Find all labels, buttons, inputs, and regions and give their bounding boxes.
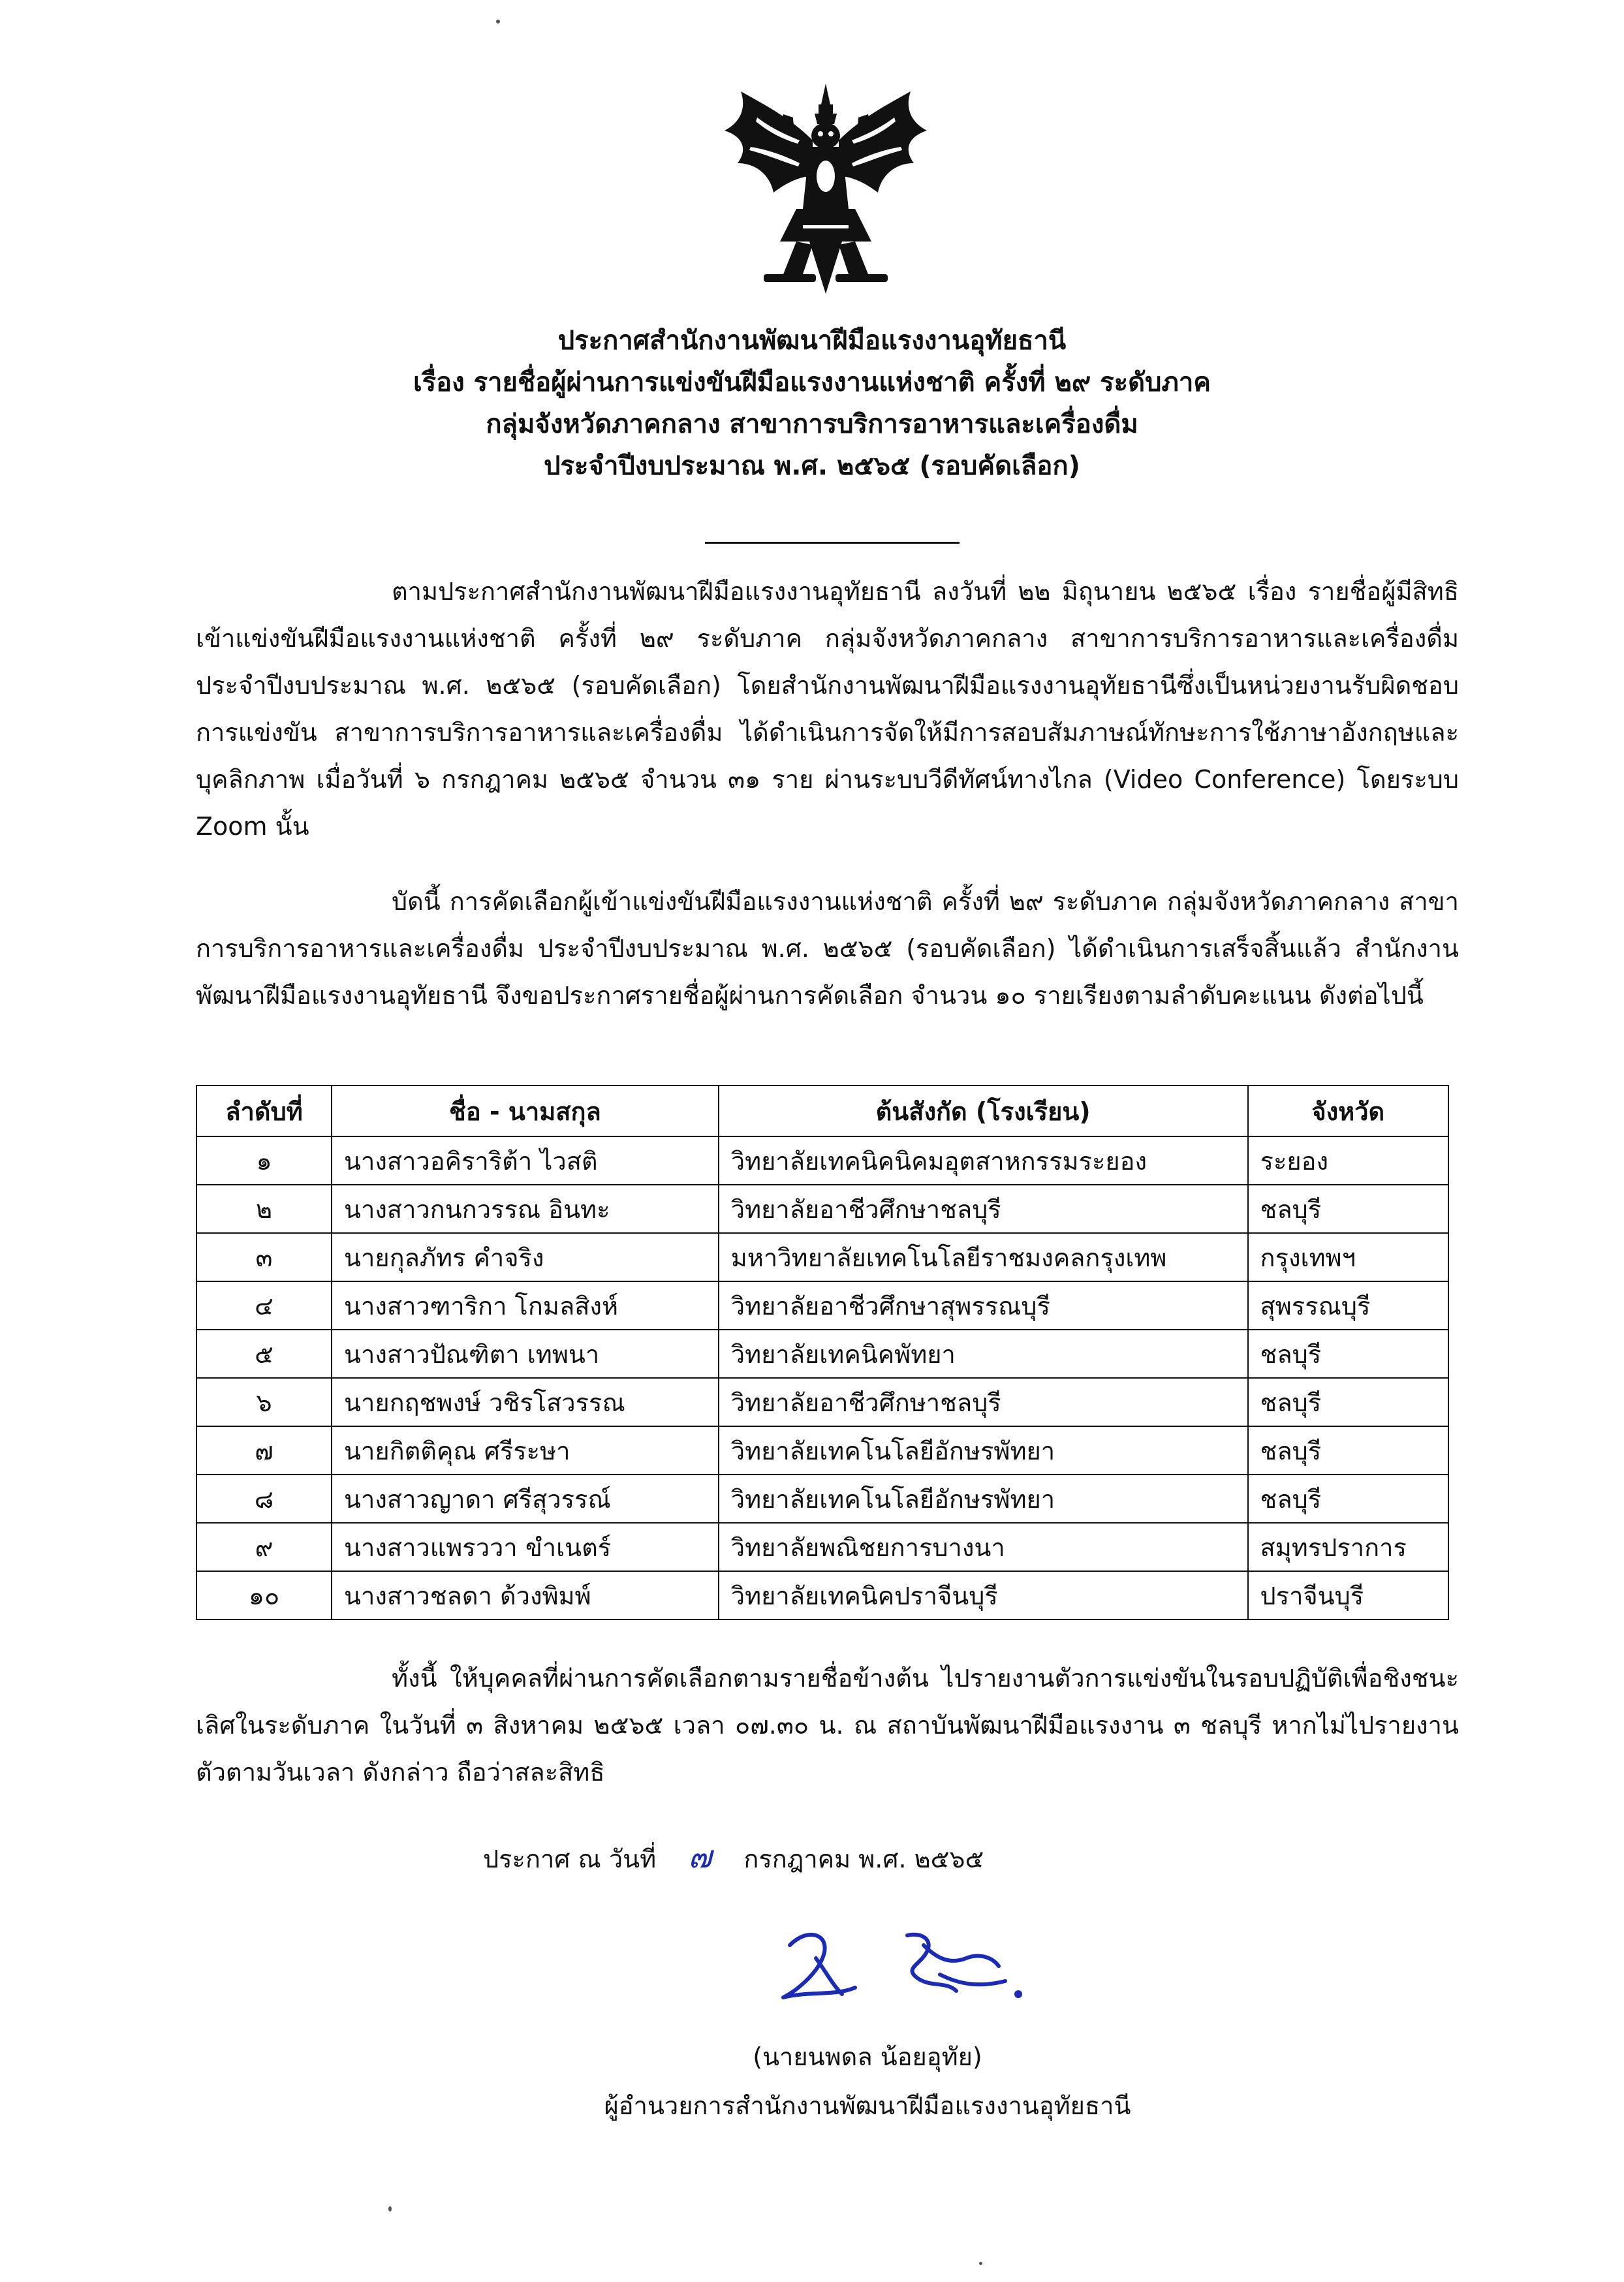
rank-cell: ๗ bbox=[196, 1426, 332, 1475]
school-cell: วิทยาลัยเทคโนโลยีอักษรพัทยา bbox=[719, 1426, 1248, 1475]
name-cell: นายกฤชพงษ์ วชิรโสวรรณ bbox=[332, 1378, 719, 1426]
table-row bbox=[196, 1136, 1448, 1185]
table-row bbox=[196, 1330, 1448, 1378]
school-cell: วิทยาลัยพณิชยการบางนา bbox=[719, 1523, 1248, 1571]
header-rank: ลำดับที่ bbox=[196, 1086, 332, 1136]
table-row bbox=[196, 1233, 1448, 1281]
rank-cell: ๓ bbox=[196, 1233, 332, 1281]
results-table bbox=[196, 1085, 1449, 1620]
date-prefix: ประกาศ ณ วันที่ bbox=[483, 1845, 657, 1873]
province-cell: ชลบุรี bbox=[1248, 1185, 1448, 1233]
paragraph-1-text: ตามประกาศสำนักงานพัฒนาฝีมือแรงงานอุทัยธานี ลงวันที่ ๒๒ มิถุนายน ๒๕๖๕ เรื่อง รายชื่อผู้มีสิทธิเข้าแข่งขันฝีมือแรงงานแห่งชาติ ครั้งที่ ๒๙ ระดับภาค กลุ่มจังหวัดภาคกลาง สาขาการบริการอาหารและเครื่องดื่ม ประจำปีงบประมาณ พ.ศ. ๒๕๖๕ (รอบคัดเลือก) โดยสำนักงานพัฒนาฝีมือแรงงานอุทัยธานีซึ่งเป็นหน่วยงานรับผิดชอบการแข่งขัน สาขาการบริการอาหารและเครื่องดื่ม ได้ดำเนินการจัดให้มีการสอบสัมภาษณ์ทักษะการใช้ภาษาอังกฤษและบุคลิกภาพ เมื่อวันที่ ๖ กรกฎาคม ๒๕๖๕ จำนวน ๓๑ ราย ผ่านระบบวีดีทัศน์ทางไกล (Video Conference) โดยระบบ Zoom นั้น bbox=[196, 577, 1459, 841]
table-row bbox=[196, 1378, 1448, 1426]
name-cell: นางสาวแพรววา ขำเนตร์ bbox=[332, 1523, 719, 1571]
province-cell: ปราจีนบุรี bbox=[1248, 1571, 1448, 1619]
province-cell: กรุงเทพฯ bbox=[1248, 1233, 1448, 1281]
header-name: ชื่อ - นามสกุล bbox=[332, 1086, 719, 1136]
paragraph-2-text: บัดนี้ การคัดเลือกผู้เข้าแข่งขันฝีมือแรงงานแห่งชาติ ครั้งที่ ๒๙ ระดับภาค กลุ่มจังหวัดภาคกลาง สาขาการบริการอาหารและเครื่องดื่ม ประจำปีงบประมาณ พ.ศ. ๒๕๖๕ (รอบคัดเลือก) ได้ดำเนินการเสร็จสิ้นแล้ว สำนักงานพัฒนาฝีมือแรงงานอุทัยธานี จึงขอประกาศรายชื่อผู้ผ่านการคัดเลือก จำนวน ๑๐ รายเรียงตามลำดับคะแนน ดังต่อไปนี้ bbox=[196, 887, 1459, 1010]
date-suffix: กรกฎาคม พ.ศ. ๒๕๖๕ bbox=[743, 1845, 984, 1873]
signer-title: ผู้อำนวยการสำนักงานพัฒนาฝีมือแรงงานอุทัยธานี bbox=[604, 2091, 1131, 2120]
table-row bbox=[196, 1281, 1448, 1330]
school-cell: มหาวิทยาลัยเทคโนโลยีราชมงคลกรุงเทพ bbox=[719, 1233, 1248, 1281]
name-cell: นางสาวชลดา ด้วงพิมพ์ bbox=[332, 1571, 719, 1619]
heading-line-3: กลุ่มจังหวัดภาคกลาง สาขาการบริการอาหารและเครื่องดื่ม bbox=[486, 409, 1138, 439]
name-cell: นางสาวกนกวรรณ อินทะ bbox=[332, 1185, 719, 1233]
scan-speck bbox=[388, 2206, 392, 2212]
heading-divider bbox=[705, 542, 960, 544]
rank-cell: ๘ bbox=[196, 1475, 332, 1523]
body-paragraph-2 bbox=[196, 878, 1459, 1019]
body-paragraph-1 bbox=[196, 568, 1459, 850]
table-row bbox=[196, 1185, 1448, 1233]
province-cell: ชลบุรี bbox=[1248, 1475, 1448, 1523]
header-province: จังหวัด bbox=[1248, 1086, 1448, 1136]
heading-line-2: เรื่อง รายชื่อผู้ผ่านการแข่งขันฝีมือแรงงานแห่งชาติ ครั้งที่ ๒๙ ระดับภาค bbox=[413, 367, 1211, 398]
table-row bbox=[196, 1571, 1448, 1619]
school-cell: วิทยาลัยเทคนิคพัทยา bbox=[719, 1330, 1248, 1378]
announcement-heading bbox=[0, 320, 1624, 487]
scan-speck bbox=[496, 20, 500, 23]
name-cell: นายกุลภัทร คำจริง bbox=[332, 1233, 719, 1281]
province-cell: สมุทรปราการ bbox=[1248, 1523, 1448, 1571]
garuda-emblem-icon bbox=[718, 78, 933, 300]
province-cell: ชลบุรี bbox=[1248, 1330, 1448, 1378]
school-cell: วิทยาลัยอาชีวศึกษาชลบุรี bbox=[719, 1185, 1248, 1233]
scan-speck bbox=[979, 2262, 982, 2265]
table-header-row bbox=[196, 1086, 1448, 1136]
school-cell: วิทยาลัยเทคนิคปราจีนบุรี bbox=[719, 1571, 1248, 1619]
heading-line-1: ประกาศสำนักงานพัฒนาฝีมือแรงงานอุทัยธานี bbox=[557, 326, 1067, 356]
rank-cell: ๕ bbox=[196, 1330, 332, 1378]
rank-cell: ๒ bbox=[196, 1185, 332, 1233]
date-day-handwritten: ๗ bbox=[688, 1839, 712, 1875]
heading-line-4: ประจำปีงบประมาณ พ.ศ. ๒๕๖๕ (รอบคัดเลือก) bbox=[544, 451, 1080, 481]
province-cell: สุพรรณบุรี bbox=[1248, 1281, 1448, 1330]
province-cell: ชลบุรี bbox=[1248, 1378, 1448, 1426]
handwritten-signature bbox=[770, 1919, 1044, 2017]
rank-cell: ๖ bbox=[196, 1378, 332, 1426]
school-cell: วิทยาลัยเทคโนโลยีอักษรพัทยา bbox=[719, 1475, 1248, 1523]
name-cell: นางสาวอคิราริต้า ไวสติ bbox=[332, 1136, 719, 1185]
school-cell: วิทยาลัยอาชีวศึกษาสุพรรณบุรี bbox=[719, 1281, 1248, 1330]
signer-name: (นายนพดล น้อยอุทัย) bbox=[753, 2042, 982, 2071]
name-cell: นางสาวปัณฑิตา เทพนา bbox=[332, 1330, 719, 1378]
paragraph-3-text: ทั้งนี้ ให้บุคคลที่ผ่านการคัดเลือกตามรายชื่อข้างต้น ไปรายงานตัวการแข่งขันในรอบปฏิบัติเพื่อชิงชนะเลิศในระดับภาค ในวันที่ ๓ สิงหาคม ๒๕๖๕ เวลา ๐๗.๓๐ น. ณ สถาบันพัฒนาฝีมือแรงงาน ๓ ชลบุรี หากไม่ไปรายงานตัวตามวันเวลา ดังกล่าว ถือว่าสละสิทธิ bbox=[196, 1664, 1459, 1787]
school-cell: วิทยาลัยเทคนิคนิคมอุตสาหกรรมระยอง bbox=[719, 1136, 1248, 1185]
announcement-date bbox=[483, 1837, 984, 1879]
table-row bbox=[196, 1523, 1448, 1571]
name-cell: นางสาวฑาริกา โกมลสิงห์ bbox=[332, 1281, 719, 1330]
body-paragraph-3 bbox=[196, 1655, 1459, 1796]
province-cell: ชลบุรี bbox=[1248, 1426, 1448, 1475]
header-school: ต้นสังกัด (โรงเรียน) bbox=[719, 1086, 1248, 1136]
school-cell: วิทยาลัยอาชีวศึกษาชลบุรี bbox=[719, 1378, 1248, 1426]
rank-cell: ๔ bbox=[196, 1281, 332, 1330]
rank-cell: ๑๐ bbox=[196, 1571, 332, 1619]
table-row bbox=[196, 1475, 1448, 1523]
rank-cell: ๙ bbox=[196, 1523, 332, 1571]
province-cell: ระยอง bbox=[1248, 1136, 1448, 1185]
table-row bbox=[196, 1426, 1448, 1475]
rank-cell: ๑ bbox=[196, 1136, 332, 1185]
name-cell: นายกิตติคุณ ศรีระษา bbox=[332, 1426, 719, 1475]
name-cell: นางสาวญาดา ศรีสุวรรณ์ bbox=[332, 1475, 719, 1523]
